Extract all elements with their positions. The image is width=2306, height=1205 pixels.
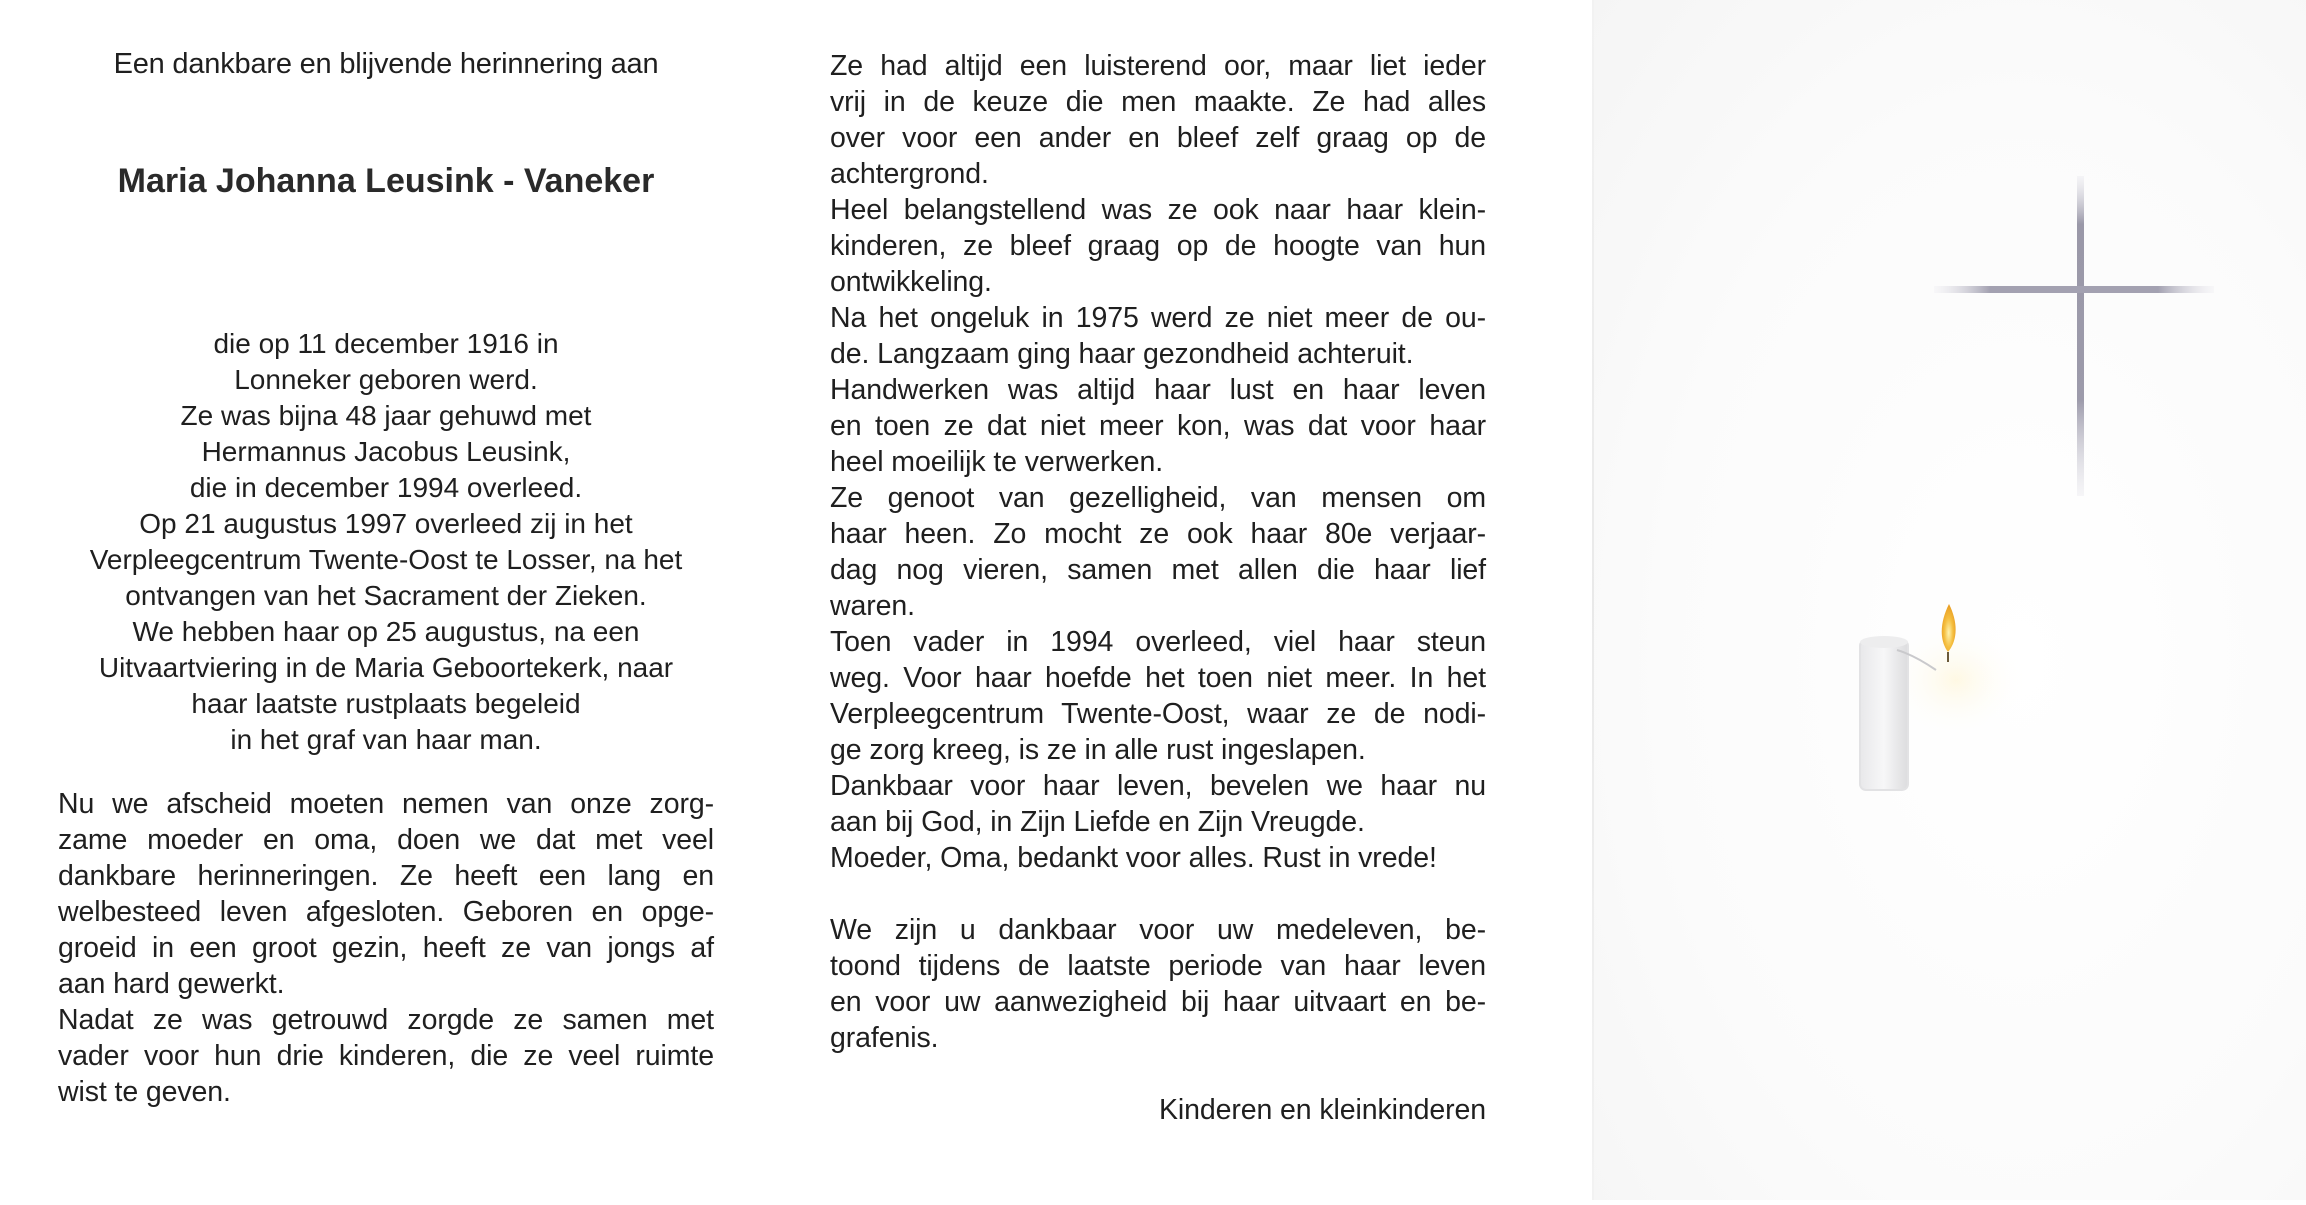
text-line: Nu we afscheid moeten nemen van onze zorg- <box>58 788 714 820</box>
intro-text: Een dankbare en blijvende herinnering aan <box>113 48 659 80</box>
paragraph <box>58 786 714 1002</box>
bio-line: Verpleegcentrum Twente-Oost te Losser, na het <box>89 544 683 575</box>
text-line: Moeder, Oma, bedankt voor alles. Rust in vrede! <box>830 842 1437 874</box>
deceased-name: Maria Johanna Leusink - Vaneker <box>117 162 655 200</box>
text-line: Nadat ze was getrouwd zorgde ze samen met <box>58 1004 714 1036</box>
bio-line: We hebben haar op 25 augustus, na een <box>132 616 640 647</box>
text-line: zame moeder en oma, doen we dat met veel <box>58 824 714 856</box>
text-line: wist te geven. <box>58 1076 231 1108</box>
bio-line: ontvangen van het Sacrament der Zieken. <box>125 580 647 611</box>
text-line: achtergrond. <box>830 158 989 190</box>
paragraph <box>830 48 1486 192</box>
left-text-column <box>58 786 714 1110</box>
bio-line: Hermannus Jacobus Leusink, <box>201 436 571 467</box>
text-line: over voor een ander en bleef zelf graag op de <box>830 122 1486 154</box>
text-line: de. Langzaam ging haar gezondheid achteruit. <box>830 338 1414 370</box>
cross-icon <box>1934 176 2214 496</box>
text-line: welbesteed leven afgesloten. Geboren en opge- <box>58 896 714 928</box>
text-line: dankbare herinneringen. Ze heeft een lang en <box>58 860 714 892</box>
bio-line: die op 11 december 1916 in <box>213 328 559 359</box>
paragraph <box>830 300 1486 372</box>
text-line: aan bij God, in Zijn Liefde en Zijn Vreugde. <box>830 806 1365 838</box>
text-line: vader voor hun drie kinderen, die ze veel ruimte <box>58 1040 714 1072</box>
text-line: Dankbaar voor haar leven, bevelen we haar nu <box>830 770 1486 802</box>
text-line: en toen ze dat niet meer kon, was dat voor haar <box>830 410 1486 442</box>
text-line: Handwerken was altijd haar lust en haar leven <box>830 374 1486 406</box>
text-line: Verpleegcentrum Twente-Oost, waar ze de nodi- <box>830 698 1486 730</box>
candle-icon <box>1860 604 2026 790</box>
text-line: ge zorg kreeg, is ze in alle rust ingeslapen. <box>830 734 1366 766</box>
paragraph <box>830 912 1486 1056</box>
bio-line: in het graf van haar man. <box>230 724 542 755</box>
text-line: Ze had altijd een luisterend oor, maar liet ieder <box>830 50 1486 82</box>
illustration-svg <box>1594 0 2306 1200</box>
text-line: kinderen, ze bleef graag op de hoogte van hun <box>830 230 1486 262</box>
text-line: Heel belangstellend was ze ook naar haar klein- <box>830 194 1486 226</box>
text-line: aan hard gewerkt. <box>58 968 285 1000</box>
bio-line: Uitvaartviering in de Maria Geboortekerk, naar <box>98 652 674 683</box>
text-line: We zijn u dankbaar voor uw medeleven, be- <box>830 914 1486 946</box>
text-line: grafenis. <box>830 1022 939 1054</box>
text-line: haar heen. Zo mocht ze ook haar 80e verjaar- <box>830 518 1486 550</box>
paragraph <box>830 192 1486 300</box>
bio-line: Lonneker geboren werd. <box>234 364 538 395</box>
text-line: en voor uw aanwezigheid bij haar uitvaart en be- <box>830 986 1486 1018</box>
paragraph <box>830 768 1486 840</box>
text-line: dag nog vieren, samen met allen die haar lief <box>830 554 1486 586</box>
right-text-column <box>830 48 1486 1126</box>
text-line: ontwikkeling. <box>830 266 992 298</box>
paragraph <box>830 624 1486 768</box>
text-line: Toen vader in 1994 overleed, viel haar steun <box>830 626 1486 658</box>
paragraph <box>58 1002 714 1110</box>
bio-line: die in december 1994 overleed. <box>189 472 583 503</box>
biography-block <box>56 326 716 758</box>
text-line: vrij in de keuze die men maakte. Ze had alles <box>830 86 1486 118</box>
bio-line: Op 21 augustus 1997 overleed zij in het <box>139 508 633 539</box>
paragraph <box>830 840 1486 876</box>
bio-line: Ze was bijna 48 jaar gehuwd met <box>180 400 592 431</box>
text-line: weg. Voor haar hoefde het toen niet meer. In het <box>830 662 1486 694</box>
text-line: groeid in een groot gezin, heeft ze van jongs af <box>58 932 714 964</box>
paragraph <box>830 372 1486 480</box>
text-line: toond tijdens de laatste periode van haar leven <box>830 950 1486 982</box>
text-line: heel moeilijk te verwerken. <box>830 446 1164 478</box>
paragraph <box>830 480 1486 624</box>
paragraph-gap <box>830 876 1486 912</box>
text-line: waren. <box>830 590 915 622</box>
signature: Kinderen en kleinkinderen <box>1158 1094 1486 1126</box>
bio-line: haar laatste rustplaats begeleid <box>191 688 581 719</box>
paragraph-gap <box>830 1056 1486 1092</box>
text-line: Ze genoot van gezelligheid, van mensen om <box>830 482 1486 514</box>
text-line: Na het ongeluk in 1975 werd ze niet meer de ou- <box>830 302 1486 334</box>
illustration-panel <box>1594 0 2306 1200</box>
